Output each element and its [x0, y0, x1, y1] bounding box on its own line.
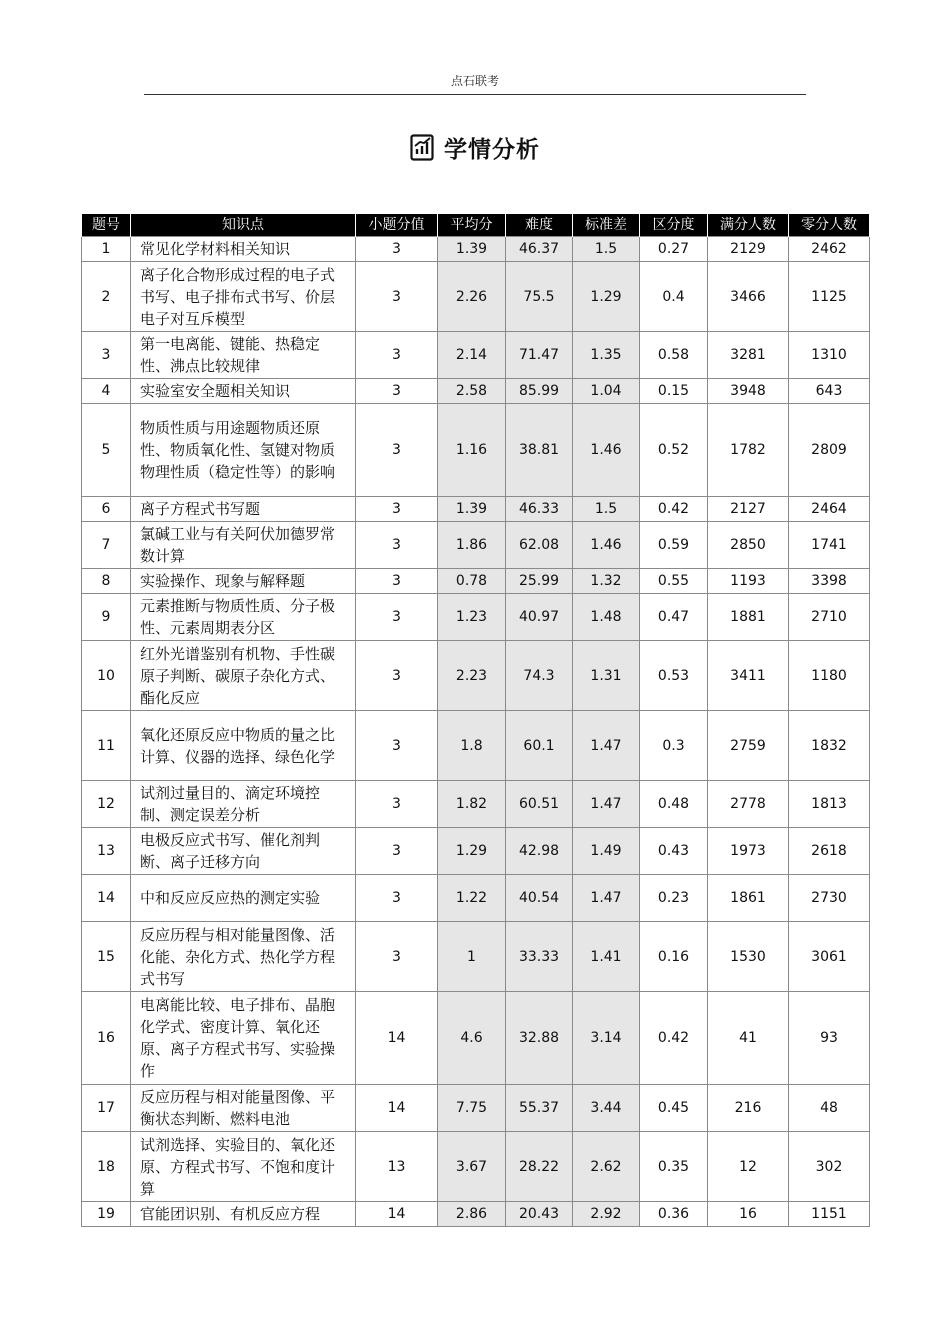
table-cell: 38.81 [506, 404, 573, 497]
table-cell: 60.51 [506, 781, 573, 828]
knowledge-point-cell: 电离能比较、电子排布、晶胞化学式、密度计算、氧化还原、离子方程式书写、实验操作 [131, 992, 356, 1085]
table-row [82, 379, 870, 404]
table-cell: 1813 [789, 781, 870, 828]
table-cell: 41 [708, 992, 789, 1085]
table-cell: 46.33 [506, 497, 573, 522]
table-cell: 0.27 [640, 237, 708, 262]
table-row [82, 262, 870, 332]
table-cell: 1.47 [573, 711, 640, 781]
table-cell: 1782 [708, 404, 789, 497]
table-cell: 0.43 [640, 828, 708, 875]
table-cell: 1.32 [573, 569, 640, 594]
table-cell: 71.47 [506, 332, 573, 379]
table-row [82, 711, 870, 781]
table-row [82, 1132, 870, 1202]
table-cell: 0.53 [640, 641, 708, 711]
table-cell: 2464 [789, 497, 870, 522]
table-cell: 0.15 [640, 379, 708, 404]
table-cell: 74.3 [506, 641, 573, 711]
table-cell: 33.33 [506, 922, 573, 992]
table-cell: 3 [356, 641, 438, 711]
table-row [82, 594, 870, 641]
table-row [82, 569, 870, 594]
table-cell: 3 [356, 237, 438, 262]
table-row [82, 1085, 870, 1132]
table-cell: 62.08 [506, 522, 573, 569]
table-cell: 1.47 [573, 875, 640, 922]
table-cell: 2850 [708, 522, 789, 569]
table-cell: 1530 [708, 922, 789, 992]
column-header: 区分度 [640, 214, 708, 237]
table-cell: 2.92 [573, 1202, 640, 1227]
table-cell: 14 [82, 875, 131, 922]
table-cell: 3.67 [438, 1132, 506, 1202]
table-cell: 2.86 [438, 1202, 506, 1227]
knowledge-point-cell: 试剂过量目的、滴定环境控制、测定误差分析 [131, 781, 356, 828]
knowledge-point-cell: 中和反应反应热的测定实验 [131, 875, 356, 922]
table-cell: 1.46 [573, 404, 640, 497]
table-row [82, 922, 870, 992]
table-cell: 0.47 [640, 594, 708, 641]
table-cell: 1151 [789, 1202, 870, 1227]
table-cell: 0.48 [640, 781, 708, 828]
table-cell: 1.48 [573, 594, 640, 641]
table-cell: 17 [82, 1085, 131, 1132]
header-divider [144, 94, 806, 95]
table-cell: 85.99 [506, 379, 573, 404]
page-header: 点石联考 [450, 74, 499, 88]
table-cell: 0.42 [640, 992, 708, 1085]
table-cell: 20.43 [506, 1202, 573, 1227]
table-row [82, 828, 870, 875]
knowledge-point-cell: 反应历程与相对能量图像、平衡状态判断、燃料电池 [131, 1085, 356, 1132]
knowledge-point-cell: 常见化学材料相关知识 [131, 237, 356, 262]
table-cell: 3948 [708, 379, 789, 404]
knowledge-point-cell: 离子方程式书写题 [131, 497, 356, 522]
table-cell: 93 [789, 992, 870, 1085]
table-cell: 3466 [708, 262, 789, 332]
table-cell: 0.23 [640, 875, 708, 922]
table-cell: 3 [356, 594, 438, 641]
table-cell: 12 [82, 781, 131, 828]
table-cell: 3 [82, 332, 131, 379]
table-cell: 1881 [708, 594, 789, 641]
table-cell: 0.78 [438, 569, 506, 594]
table-cell: 2.23 [438, 641, 506, 711]
table-cell: 4.6 [438, 992, 506, 1085]
table-cell: 0.45 [640, 1085, 708, 1132]
table-header-row [82, 214, 870, 237]
table-cell: 1.35 [573, 332, 640, 379]
table-cell: 4 [82, 379, 131, 404]
table-cell: 3061 [789, 922, 870, 992]
knowledge-point-cell: 氧化还原反应中物质的量之比计算、仪器的选择、绿色化学 [131, 711, 356, 781]
table-cell: 19 [82, 1202, 131, 1227]
table-cell: 25.99 [506, 569, 573, 594]
table-cell: 11 [82, 711, 131, 781]
table-cell: 0.52 [640, 404, 708, 497]
table-row [82, 875, 870, 922]
table-cell: 12 [708, 1132, 789, 1202]
table-cell: 2778 [708, 781, 789, 828]
table-cell: 0.58 [640, 332, 708, 379]
table-cell: 1.82 [438, 781, 506, 828]
table-cell: 2.58 [438, 379, 506, 404]
table-cell: 16 [82, 992, 131, 1085]
column-header: 满分人数 [708, 214, 789, 237]
table-row [82, 522, 870, 569]
table-cell: 0.42 [640, 497, 708, 522]
table-cell: 2 [82, 262, 131, 332]
table-cell: 1.8 [438, 711, 506, 781]
table-cell: 1180 [789, 641, 870, 711]
table-cell: 2710 [789, 594, 870, 641]
knowledge-point-cell: 试剂选择、实验目的、氧化还原、方程式书写、不饱和度计算 [131, 1132, 356, 1202]
table-cell: 3411 [708, 641, 789, 711]
table-cell: 1.41 [573, 922, 640, 992]
table-cell: 3 [356, 875, 438, 922]
table-cell: 14 [356, 992, 438, 1085]
table-cell: 0.59 [640, 522, 708, 569]
column-header: 零分人数 [789, 214, 870, 237]
table-cell: 1861 [708, 875, 789, 922]
table-cell: 14 [356, 1085, 438, 1132]
table-cell: 3.44 [573, 1085, 640, 1132]
table-cell: 13 [356, 1132, 438, 1202]
table-cell: 7.75 [438, 1085, 506, 1132]
table-body [82, 237, 870, 1227]
table-cell: 1 [82, 237, 131, 262]
table-cell: 46.37 [506, 237, 573, 262]
table-row [82, 332, 870, 379]
table-cell: 48 [789, 1085, 870, 1132]
table-cell: 1832 [789, 711, 870, 781]
table-cell: 1310 [789, 332, 870, 379]
column-header: 难度 [506, 214, 573, 237]
knowledge-point-cell: 红外光谱鉴别有机物、手性碳原子判断、碳原子杂化方式、酯化反应 [131, 641, 356, 711]
table-cell: 1.29 [438, 828, 506, 875]
table-cell: 1.49 [573, 828, 640, 875]
table-row [82, 641, 870, 711]
table-cell: 10 [82, 641, 131, 711]
table-cell: 1.47 [573, 781, 640, 828]
table-cell: 2462 [789, 237, 870, 262]
table-cell: 2.14 [438, 332, 506, 379]
knowledge-point-cell: 元素推断与物质性质、分子极性、元素周期表分区 [131, 594, 356, 641]
table-cell: 1.23 [438, 594, 506, 641]
table-cell: 2127 [708, 497, 789, 522]
knowledge-point-cell: 实验室安全题相关知识 [131, 379, 356, 404]
knowledge-point-cell: 反应历程与相对能量图像、活化能、杂化方式、热化学方程式书写 [131, 922, 356, 992]
table-cell: 0.35 [640, 1132, 708, 1202]
table-row [82, 404, 870, 497]
table-cell: 3 [356, 262, 438, 332]
table-cell: 3 [356, 522, 438, 569]
knowledge-point-cell: 实验操作、现象与解释题 [131, 569, 356, 594]
table-cell: 3 [356, 379, 438, 404]
knowledge-point-cell: 官能团识别、有机反应方程 [131, 1202, 356, 1227]
table-cell: 1973 [708, 828, 789, 875]
table-cell: 3 [356, 404, 438, 497]
table-cell: 28.22 [506, 1132, 573, 1202]
table-cell: 32.88 [506, 992, 573, 1085]
table-row [82, 781, 870, 828]
table-cell: 40.54 [506, 875, 573, 922]
table-cell: 1.39 [438, 237, 506, 262]
column-header: 题号 [82, 214, 131, 237]
table-cell: 1 [438, 922, 506, 992]
table-cell: 0.55 [640, 569, 708, 594]
table-cell: 1741 [789, 522, 870, 569]
table-row [82, 497, 870, 522]
table-cell: 0.36 [640, 1202, 708, 1227]
knowledge-point-cell: 氯碱工业与有关阿伏加德罗常数计算 [131, 522, 356, 569]
table-cell: 55.37 [506, 1085, 573, 1132]
table-cell: 2.62 [573, 1132, 640, 1202]
table-cell: 3 [356, 828, 438, 875]
table-cell: 5 [82, 404, 131, 497]
table-row [82, 992, 870, 1085]
table-cell: 15 [82, 922, 131, 992]
table-cell: 0.3 [640, 711, 708, 781]
chart-analysis-icon [410, 134, 436, 162]
table-cell: 3 [356, 711, 438, 781]
table-cell: 1.04 [573, 379, 640, 404]
table-cell: 1.86 [438, 522, 506, 569]
knowledge-point-cell: 电极反应式书写、催化剂判断、离子迁移方向 [131, 828, 356, 875]
column-header: 小题分值 [356, 214, 438, 237]
table-cell: 7 [82, 522, 131, 569]
knowledge-point-cell: 物质性质与用途题物质还原性、物质氧化性、氢键对物质物理性质（稳定性等）的影响 [131, 404, 356, 497]
table-cell: 1125 [789, 262, 870, 332]
table-cell: 2759 [708, 711, 789, 781]
column-header: 知识点 [131, 214, 356, 237]
table-cell: 1193 [708, 569, 789, 594]
table-cell: 1.29 [573, 262, 640, 332]
table-row [82, 237, 870, 262]
table-cell: 42.98 [506, 828, 573, 875]
analysis-table [81, 214, 870, 1227]
table-cell: 6 [82, 497, 131, 522]
table-cell: 9 [82, 594, 131, 641]
table-cell: 1.5 [573, 497, 640, 522]
table-cell: 14 [356, 1202, 438, 1227]
knowledge-point-cell: 离子化合物形成过程的电子式书写、电子排布式书写、价层电子对互斥模型 [131, 262, 356, 332]
table-cell: 8 [82, 569, 131, 594]
page-title: 学情分析 [444, 137, 540, 163]
table-cell: 1.5 [573, 237, 640, 262]
table-cell: 0.4 [640, 262, 708, 332]
table-cell: 3 [356, 332, 438, 379]
column-header: 平均分 [438, 214, 506, 237]
table-cell: 3 [356, 781, 438, 828]
table-cell: 2.26 [438, 262, 506, 332]
table-cell: 0.16 [640, 922, 708, 992]
table-cell: 643 [789, 379, 870, 404]
table-cell: 3398 [789, 569, 870, 594]
table-cell: 1.39 [438, 497, 506, 522]
table-cell: 3 [356, 569, 438, 594]
table-cell: 3 [356, 497, 438, 522]
table-cell: 40.97 [506, 594, 573, 641]
table-cell: 3 [356, 922, 438, 992]
table-cell: 1.31 [573, 641, 640, 711]
table-cell: 2730 [789, 875, 870, 922]
table-cell: 13 [82, 828, 131, 875]
table-cell: 2809 [789, 404, 870, 497]
table-cell: 2618 [789, 828, 870, 875]
table-cell: 1.16 [438, 404, 506, 497]
table-cell: 2129 [708, 237, 789, 262]
table-cell: 1.22 [438, 875, 506, 922]
table-cell: 75.5 [506, 262, 573, 332]
table-cell: 216 [708, 1085, 789, 1132]
table-cell: 1.46 [573, 522, 640, 569]
column-header: 标准差 [573, 214, 640, 237]
table-cell: 3.14 [573, 992, 640, 1085]
table-cell: 16 [708, 1202, 789, 1227]
table-row [82, 1202, 870, 1227]
table-cell: 18 [82, 1132, 131, 1202]
table-cell: 60.1 [506, 711, 573, 781]
section-title [0, 131, 950, 164]
table-cell: 3281 [708, 332, 789, 379]
knowledge-point-cell: 第一电离能、键能、热稳定性、沸点比较规律 [131, 332, 356, 379]
table-cell: 302 [789, 1132, 870, 1202]
